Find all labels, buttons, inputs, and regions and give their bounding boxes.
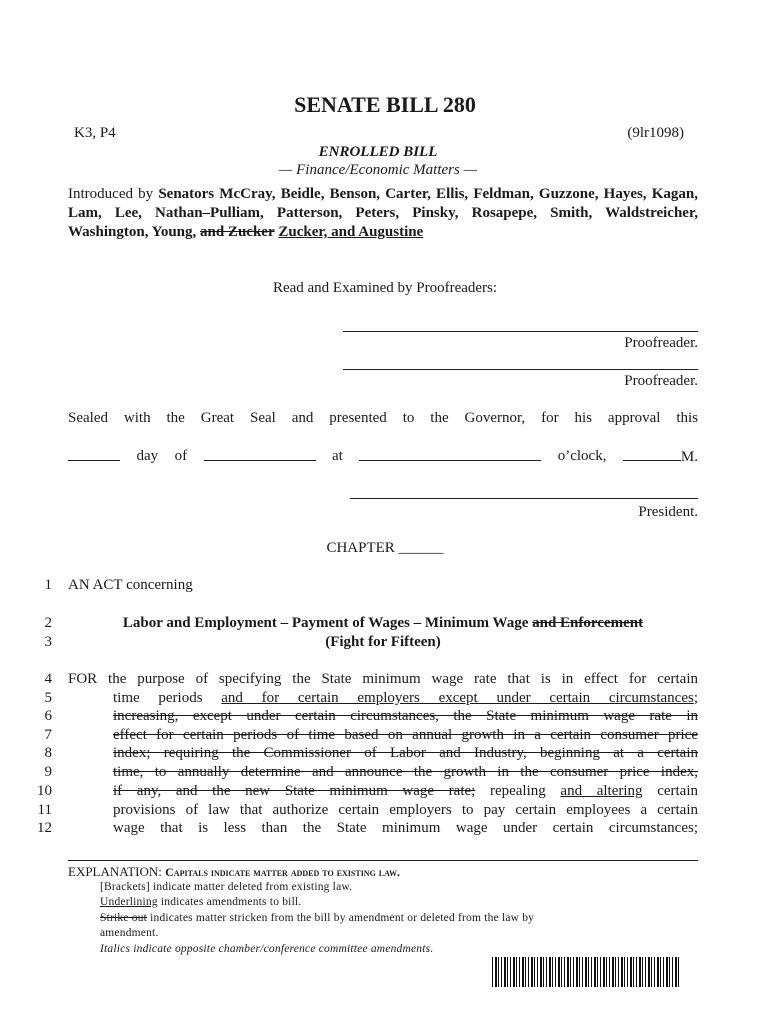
- president-label: President.: [638, 504, 698, 520]
- purpose-struck-line: index; requiring the Commissioner of Labor and Industry, beginning at a certain: [113, 745, 698, 761]
- strike-sample: Strike out: [100, 912, 148, 924]
- line-number: 4: [44, 671, 52, 687]
- proofreaders-heading: Read and Examined by Proofreaders:: [272, 280, 498, 296]
- bill-draft-code: (9lr1098): [627, 125, 684, 141]
- purpose-line: [113, 783, 698, 800]
- president-signature-line: [350, 498, 698, 499]
- day-label: day: [136, 448, 159, 464]
- act-title-line-1: [68, 615, 698, 632]
- purpose-line: FOR the purpose of specifying the State minimum wage rate that is in effect for certain: [68, 671, 698, 687]
- explanation-strike: [100, 912, 534, 924]
- purpose-text: repealing: [475, 783, 561, 799]
- purpose-line: provisions of law that authorize certain employers to pay certain employees a certain: [113, 802, 698, 818]
- purpose-line: wage that is less than the State minimum wage under certain circumstances;: [113, 820, 698, 836]
- line-number: 12: [37, 820, 52, 836]
- act-concerning: AN ACT concerning: [68, 577, 193, 593]
- purpose-struck-line: time, to annually determine and announce the growth in the consumer price index,: [113, 764, 698, 780]
- added-sponsor: Zucker, and Augustine: [278, 223, 424, 240]
- line-number: 10: [37, 783, 52, 799]
- underlining-text: indicates amendments to bill.: [157, 896, 302, 908]
- proofreader-label-1: Proofreader.: [624, 335, 698, 351]
- barcode-image: [492, 957, 680, 987]
- of-label: of: [174, 448, 188, 464]
- oclock-label: o’clock,: [557, 448, 607, 464]
- explanation-caps: Capitals indicate matter added to existing law.: [165, 865, 401, 879]
- purpose-struck-text: if any, and the new State minimum wage rate;: [113, 783, 476, 799]
- strike-text: indicates matter stricken from the bill by amendment or deleted from the law by: [147, 912, 535, 924]
- line-number: 2: [44, 615, 52, 631]
- purpose-text: certain: [642, 783, 698, 799]
- purpose-amendment: and altering: [560, 783, 643, 799]
- proofreader-signature-line-2: [343, 369, 698, 370]
- subject-code: K3, P4: [74, 125, 116, 141]
- chapter-label: CHAPTER ______: [326, 540, 444, 556]
- footer-rule: [68, 860, 698, 861]
- purpose-struck-line: increasing, except under certain circumstances, the State minimum wage rate in: [113, 708, 698, 724]
- explanation-underlining: [100, 896, 301, 908]
- meridiem-blank: [623, 448, 681, 461]
- sponsors-paragraph: [68, 185, 698, 241]
- underlining-sample: Underlining: [100, 896, 158, 908]
- date-time-row: [68, 448, 698, 466]
- line-number: 8: [44, 745, 52, 761]
- explanation-heading: [68, 864, 400, 880]
- act-title-line-2: (Fight for Fifteen): [325, 634, 441, 650]
- line-number: 11: [37, 802, 52, 818]
- line-number: 7: [44, 727, 52, 743]
- intro-lead: Introduced by: [68, 186, 159, 202]
- proofreader-signature-line-1: [343, 331, 698, 332]
- bill-title: SENATE BILL 280: [294, 92, 476, 117]
- at-label: at: [331, 448, 343, 464]
- line-number: 5: [44, 690, 52, 706]
- line-number: 9: [44, 764, 52, 780]
- purpose-text: time periods: [113, 690, 222, 706]
- day-number-blank: [68, 448, 120, 461]
- month-blank: [204, 448, 316, 461]
- sealed-statement: Sealed with the Great Seal and presented to the Governor, for his approval this: [68, 410, 698, 426]
- struck-sponsor: and Zucker: [200, 223, 275, 240]
- line-number: 1: [44, 577, 52, 593]
- line-number: 3: [44, 634, 52, 650]
- line-number: 6: [44, 708, 52, 724]
- sponsor-list: Senators McCray, Beidle, Benson, Carter, Ellis, Feldman, Guzzone, Hayes, Kagan, Lam, Lee, Nathan–Pulliam, Patterson, Peters, Pinsky, Rosapepe, Smith, Waldstreicher, Washington, Young,: [68, 186, 698, 240]
- enrolled-label: ENROLLED BILL: [318, 144, 438, 160]
- proofreader-label-2: Proofreader.: [624, 373, 698, 389]
- explanation-brackets: [Brackets] indicate matter deleted from existing law.: [100, 881, 353, 893]
- purpose-amendment: and for certain employers except under certain circumstances: [221, 690, 694, 706]
- explanation-italics: Italics indicate opposite chamber/conference committee amendments.: [100, 943, 434, 955]
- m-label: M.: [680, 449, 698, 465]
- explanation-strike-cont: amendment.: [100, 927, 159, 939]
- purpose-struck-line: effect for certain periods of time based on annual growth in a certain consumer price: [113, 727, 698, 743]
- committee-label: — Finance/Economic Matters —: [279, 162, 477, 178]
- meridiem-group: [623, 448, 698, 466]
- explanation-label: EXPLANATION:: [68, 864, 166, 879]
- act-title-struck: and Enforcement: [532, 615, 644, 631]
- purpose-line: [113, 690, 698, 707]
- act-title-text: Labor and Employment – Payment of Wages – Minimum Wage: [122, 615, 533, 631]
- time-blank: [359, 448, 541, 461]
- purpose-text: ;: [693, 690, 698, 706]
